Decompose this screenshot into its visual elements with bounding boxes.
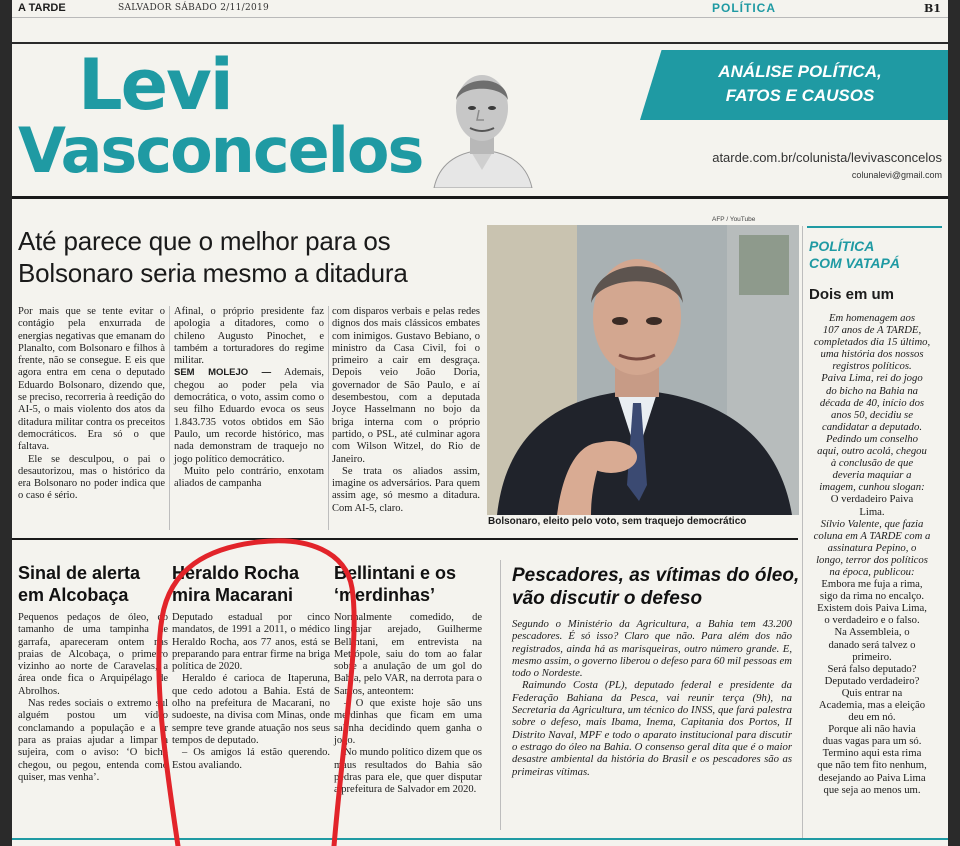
photo-credit: AFP / YouTube [712,216,756,223]
sidebar-line: deveria maquiar a [832,469,912,482]
lead-paragraph: Se trata os aliados assim, imagine os adversários. Para quem assim age, só mesmo a ditadura. Com AI-5, claro. [332,465,480,514]
sidebar-line: uma história dos nossos [820,348,924,361]
sidebar-title: Dois em um [809,286,895,303]
columnist-email[interactable]: colunalevi@gmail.com [851,170,942,180]
lead-paragraph: Ele se desculpou, o pai o desautorizou, mas o histórico da era Bolsonaro no poder indica que o caso é sério. [18,453,165,502]
story-paragraph: Nas redes sociais o extremo sul alguém postou um vídeo conclamando a população e a ir para as praias ajudar a limpar a sujeira, com o aviso: ‘O bicho chegou, ou pegou, entenda como quiser, mas venha’. [18,698,168,783]
column-divider [802,226,803,838]
sidebar-rule [807,226,942,228]
sidebar-line: Termino aqui esta rima [822,747,922,760]
section-rule [12,538,798,540]
sidebar-line: Em homenagem aos [828,312,916,324]
story-paragraph: Segundo o Ministério da Agricultura, a Bahia tem 43.200 pescadores. É só isso? Claro que não. Para além dos não registrados, ainda há as marisqueiras, outro número grande. E, mesmo assim, o governo liberou o defeso para 60 mil pessoas em todo o Nordeste. [512,618,792,680]
story-paragraph: Normalmente comedido, de linguajar arejado, Guilherme Bellintani, em entrevista na Metrópole, saiu do tom ao falar sobre a anulação de um gol do Bahia, pelo VAR, na derrota para o Santos, anteontem: [334,612,482,697]
columnist-first-name: Levi [78,44,232,126]
sidebar-line: sigo da rima no encalço. [819,590,925,603]
sidebar-heading-line-2: COM VATAPÁ [809,255,900,271]
sidebar-line: Porque ali não havia [828,723,916,736]
lead-headline: Até parece que o melhor para os Bolsonaro seria mesmo a ditadura [18,226,408,288]
lead-paragraph [174,367,324,465]
sidebar-line: Lima. [859,505,885,518]
lead-photo [487,225,799,515]
sidebar-line: 107 anos de A TARDE, [822,324,922,337]
story-paragraph: Raimundo Costa (PL), deputado federal e presidente da Federação Bahiana da Pesca, vai reunir terça (9h), na Secretaria da Agricultura, um técnico do INSS, que fará palestra sobre o defeso, mais Ibama, Inema, Capitania dos Portos, II Distrito Naval, MPF e todo o aparato institucional para discutir o estrago do óleo na Bahia. O consenso geral dita que é o maior desastre ambiental da história do Brasil e os pescadores são as primeiras vítimas. [512,679,792,778]
sidebar-line: à conclusão de que [830,457,914,470]
sidebar-line: Será falso deputado? [827,662,917,675]
lead-column-2 [174,306,324,490]
section-kicker: SEM MOLEJO — [174,367,272,379]
sidebar-line: deu em nó. [848,711,896,724]
lead-column-3 [332,306,480,515]
sidebar-line: desejando ao Paiva Lima [818,771,926,784]
section-name: POLÍTICA [712,1,776,15]
column-banner [640,50,948,120]
publication-name: A TARDE [18,2,66,14]
sidebar-line: que não tem fito nenhum, [817,759,927,772]
story-headline: Heraldo Rocha mira Macarani [172,563,300,605]
lead-paragraph: com disparos verbais e pelas redes dignos dos mais clássicos embates com inimigos. Gustavo Bebiano, o ministro da Casa Civil, foi o primeiro a cair em desgraça. Depois veio João Doria, governador de São Paulo, e aí desembestou, com a deputada Joyce Hasselmann no bojo da briga interna com o próprio partido, o PSL, até culminar agora com Wilson Witzel, do Rio de Janeiro. [332,306,480,465]
sidebar-line: anos 50, decidiu se [831,408,913,421]
sidebar-line: longo, terror dos políticos [816,553,928,566]
sidebar-line: que seja ao menos um. [823,783,921,796]
sidebar-line: danado será talvez o [828,638,916,651]
banner-line-2: FATOS E CAUSOS [725,86,875,105]
story-body [512,618,792,778]
sidebar-text [800,312,944,796]
columnist-portrait [426,58,538,188]
sidebar-line: Sílvio Valente, que fazia [820,517,924,530]
sidebar-line: coluna em A TARDE com a [813,529,931,542]
story-paragraph: – O que existe hoje são uns merdinhas que ficam em uma salinha decidindo quem ganha o jogo. [334,698,482,746]
lead-paragraph: Por mais que se tente evitar o contágio pela enxurrada de energias negativas que emanam do Planalto, com Bolsonaro e filhos à frente, não se consegue. E eis que agora entra em cena o deputado Eduardo Bolsonaro, dizendo que, se preciso, recorreria à reedição do AI-5, o mais violento dos atos da ditadura militar contra os preceitos democráticos. Era só o que faltava. [18,306,165,453]
column-divider [328,306,329,530]
column-divider [169,306,170,530]
story-headline: Pescadores, as vítimas do óleo, vão discutir o defeso [512,565,800,609]
sidebar-line: duas vagas para um só. [822,735,922,748]
sidebar-line: aqui, outro acolá, chegou [817,445,927,458]
sidebar-line: Academia, mas a eleição [818,699,926,711]
sidebar-line: O verdadeiro Paiva [830,493,914,506]
page-number: B1 [924,2,941,15]
story-body [172,612,330,772]
sidebar-line: Existem dois Paiva Lima, [817,602,927,615]
sidebar-heading-line-1: POLÍTICA [809,238,875,254]
sidebar-line: Paiva Lima, rei do jogo [821,372,923,385]
sidebar-line: assinatura Pepino, o [827,541,917,554]
sidebar-line: Pedindo um conselho [825,432,918,445]
lead-column-1 [18,306,165,503]
sidebar-line: registros políticos. [832,360,912,373]
lead-paragraph: Muito pelo contrário, enxotam aliados de campanha [174,465,324,490]
story-paragraph: – Os amigos lá estão querendo. Estou avaliando. [172,747,330,771]
story-headline: Bellintani e os ‘merdinhas’ [334,563,457,605]
page-header-bar [12,0,948,18]
masthead-rule [12,196,948,199]
story-headline: Sinal de alerta em Alcobaça [18,563,141,605]
sidebar-line: o verdadeiro e o falso. [824,614,920,627]
sidebar-line: completados dia 15 último, [813,336,931,349]
lead-paragraph: Afinal, o próprio presidente faz apologia a ditadores, como o chileno Augusto Pinochet, e também a torturadores do regime militar. [174,306,324,367]
story-paragraph: Heraldo é carioca de Itaperuna, que cedo adotou a Bahia. Está de olho na prefeitura de Macarani, no sudoeste, na divisa com Minas, onde sempre teve grande atuação nos seus tempos de deputado. [172,673,330,746]
photo-caption: Bolsonaro, eleito pelo voto, sem traquejo democrático [488,516,747,527]
sidebar-line: na época, publicou: [829,565,915,578]
sidebar-line: Quis entrar na [841,686,903,699]
story-paragraph: Pequenos pedaços de óleo, do tamanho de uma tampinha de garrafa, apareceram ontem nas praias de Alcobaça, o primeiro vizinho ao norte de Caravelas, a área onde fica o Arquipélago de Abrolhos. [18,612,168,697]
columnist-url[interactable]: atarde.com.br/colunista/levivasconcelos [712,150,942,165]
story-paragraph: Deputado estadual por cinco mandatos, de 1991 a 2011, o médico Heraldo Rocha, aos 77 anos, está se preparando para entrar firme na briga política de 2020. [172,612,330,673]
sidebar-line: do bicho na Bahia na [825,384,919,397]
sidebar-line: Deputado verdadeiro? [824,674,920,687]
newspaper-page [12,0,948,846]
columnist-last-name: Vasconcelos [18,114,423,187]
sidebar-line: imagem, cunhou slogan: [819,481,925,494]
date-line: SALVADOR SÁBADO 2/11/2019 [118,3,270,13]
bottom-rule [12,838,948,840]
column-divider [500,560,501,830]
sidebar-line: primeiro. [852,650,892,663]
sidebar-line: Na Assembleia, o [834,626,910,639]
banner-line-1: ANÁLISE POLÍTICA, [718,62,882,81]
sidebar-line: década de 40, início dos [819,396,925,409]
sidebar-line: Embora me fuja a rima, [821,578,923,591]
sidebar-line: candidatar a deputado. [821,420,923,433]
story-body [18,612,168,784]
lead-paragraph-text: Ademais, chegou ao poder pela via democrática, o voto, assim como o seu filho Eduardo evoca os seus 1.843.735 votos obtidos em São Paulo, um recorde histórico, mas nada demonstram de traquejo no jogo político democrático. [174,367,325,465]
story-body [334,612,482,796]
story-paragraph: No mundo político dizem que os maus resultados do Bahia são pedras para ele, que quer disputar a prefeitura de Salvador em 2020. [334,747,482,796]
